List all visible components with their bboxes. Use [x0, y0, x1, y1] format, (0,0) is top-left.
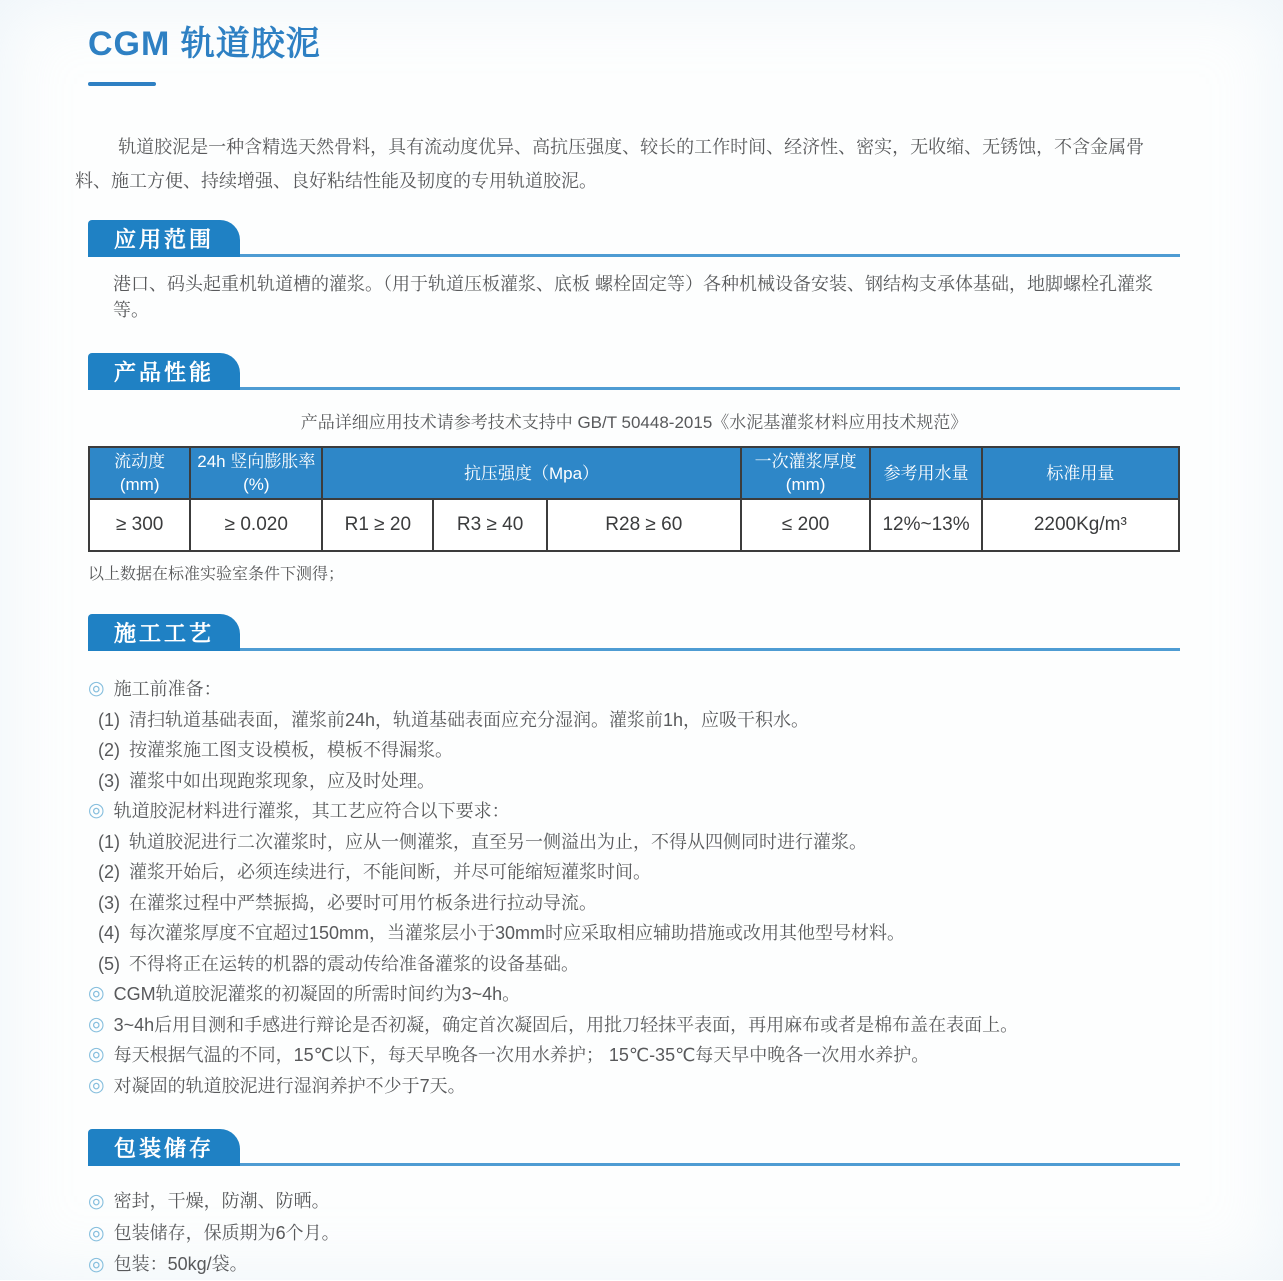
- title-underline: [88, 82, 156, 86]
- process-item: [88, 918, 1180, 949]
- double-circle-bullet-icon: ◎: [88, 1074, 105, 1096]
- process-item: [88, 796, 1180, 827]
- packaging-item: [88, 1186, 1180, 1218]
- cell-dosage: 2200Kg/m³: [982, 499, 1179, 551]
- process-item-text: 轨道胶泥进行二次灌浆时，应从一侧灌浆，直至另一侧溢出为止，不得从四侧同时进行灌浆。: [129, 831, 867, 852]
- process-item: [88, 827, 1180, 858]
- process-item-text: 按灌浆施工图支设模板，模板不得漏浆。: [129, 740, 453, 760]
- process-item: [88, 1071, 1180, 1102]
- process-list: [88, 674, 1180, 1101]
- section-process: [88, 614, 1180, 1101]
- item-number: (3): [98, 892, 120, 913]
- section-packaging: [88, 1129, 1180, 1281]
- cell-r3: R3 ≥ 40: [433, 499, 546, 551]
- process-item: [88, 705, 1180, 736]
- header-line: 流动度: [114, 452, 166, 471]
- process-item-text: 对凝固的轨道胶泥进行湿润养护不少于7天。: [113, 1075, 466, 1096]
- application-body-text: 港口、码头起重机轨道槽的灌浆。（用于轨道压板灌浆、底板 螺栓固定等）各种机械设备安装、钢结构支承体基础，地脚螺栓孔灌浆等。: [113, 274, 1153, 320]
- section-tab-process: 施工工艺: [88, 614, 240, 651]
- cell-r28: R28 ≥ 60: [547, 499, 741, 551]
- packaging-item: [88, 1249, 1180, 1281]
- process-item-text: 轨道胶泥材料进行灌浆，其工艺应符合以下要求：: [113, 801, 510, 821]
- header-line: (mm): [785, 475, 826, 494]
- header-line: 24h 竖向膨胀率: [197, 452, 316, 471]
- item-number: (3): [98, 770, 120, 791]
- item-number: (4): [98, 923, 120, 943]
- double-circle-bullet-icon: ◎: [88, 1191, 105, 1212]
- packaging-item-text: 包装储存，保质期为6个月。: [113, 1222, 340, 1243]
- process-item-text: 施工前准备：: [113, 679, 222, 699]
- table-header-row: [89, 447, 1179, 499]
- double-circle-bullet-icon: ◎: [88, 800, 105, 821]
- section-tab-performance: 产品性能: [88, 353, 240, 390]
- process-item: [88, 857, 1180, 888]
- header-line: (%): [243, 475, 270, 494]
- packaging-item-text: 包装：50kg/袋。: [113, 1254, 248, 1274]
- item-number: (2): [98, 740, 120, 760]
- header-line: (mm): [119, 475, 160, 494]
- cell-fluidity: ≥ 300: [89, 499, 190, 551]
- process-item-text: CGM轨道胶泥灌浆的初凝固的所需时间约为3~4h。: [113, 984, 521, 1004]
- process-item: [88, 735, 1180, 766]
- process-item: [88, 888, 1180, 919]
- double-circle-bullet-icon: ◎: [88, 678, 105, 699]
- col-header-compressive-strength: 抗压强度（Mpa）: [322, 447, 741, 499]
- process-item-text: 每次灌浆厚度不宜超过150mm，当灌浆层小于30mm时应采取相应辅助措施或改用其他型号材料。: [129, 923, 906, 943]
- section-header-application: [88, 220, 1180, 257]
- cell-thickness: ≤ 200: [741, 499, 871, 551]
- process-item-text: 3~4h后用目测和手感进行辩论是否初凝，确定首次凝固后，用批刀轻抹平表面，再用麻布或者是棉布盖在表面上。: [113, 1014, 1019, 1035]
- header-line: 一次灌浆厚度: [754, 452, 857, 471]
- process-item: [88, 949, 1180, 980]
- item-number: (1): [98, 709, 120, 730]
- performance-table: [88, 446, 1180, 552]
- page-title: CGM 轨道胶泥: [88, 25, 321, 63]
- cell-expansion: ≥ 0.020: [190, 499, 322, 551]
- process-item-text: 不得将正在运转的机器的震动传给准备灌浆的设备基础。: [129, 953, 579, 974]
- process-item-text: 清扫轨道基础表面，灌浆前24h，轨道基础表面应充分湿润。灌浆前1h，应吸干积水。: [129, 709, 810, 730]
- cell-r1: R1 ≥ 20: [322, 499, 433, 551]
- double-circle-bullet-icon: ◎: [88, 1044, 105, 1065]
- cell-water: 12%~13%: [870, 499, 981, 551]
- item-number: (5): [98, 953, 120, 974]
- section-tab-packaging: 包装储存: [88, 1129, 240, 1166]
- section-header-packaging: [88, 1129, 1180, 1166]
- packaging-item-text: 密封，干燥，防潮、防晒。: [113, 1191, 330, 1211]
- process-item-text: 每天根据气温的不同，15℃以下，每天早晚各一次用水养护； 15℃-35℃每天早中晚各一次用水养护。: [113, 1045, 930, 1065]
- double-circle-bullet-icon: ◎: [88, 1254, 105, 1275]
- section-tab-application: 应用范围: [88, 220, 240, 257]
- process-item: [88, 1040, 1180, 1071]
- process-item: [88, 979, 1180, 1010]
- double-circle-bullet-icon: ◎: [88, 1013, 105, 1035]
- intro-paragraph: 轨道胶泥是一种含精选天然骨料，具有流动度优异、高抗压强度、较长的工作时间、经济性、密实，无收缩、无锈蚀，不含金属骨料、施工方便、持续增强、良好粘结性能及韧度的专用轨道胶泥。: [75, 137, 1145, 191]
- item-number: (1): [98, 831, 120, 852]
- packaging-item: [88, 1218, 1180, 1250]
- table-data-row: [89, 499, 1179, 551]
- col-header-standard-dosage: 标准用量: [982, 447, 1179, 499]
- packaging-list: [88, 1186, 1180, 1281]
- process-item: [88, 766, 1180, 797]
- process-item-text: 灌浆开始后，必须连续进行，不能间断，并尽可能缩短灌浆时间。: [129, 862, 651, 882]
- section-performance: [88, 353, 1180, 584]
- double-circle-bullet-icon: ◎: [88, 1222, 105, 1244]
- section-header-process: [88, 614, 1180, 651]
- process-item-text: 灌浆中如出现跑浆现象，应及时处理。: [129, 770, 435, 791]
- item-number: (2): [98, 862, 120, 882]
- performance-reference-note: 产品详细应用技术请参考技术支持中 GB/T 50448-2015《水泥基灌浆材料应用技术规范》: [300, 413, 968, 432]
- process-item: [88, 1010, 1180, 1041]
- col-header-expansion: [190, 447, 322, 499]
- col-header-water-amount: 参考用水量: [870, 447, 981, 499]
- section-application: [88, 220, 1180, 323]
- double-circle-bullet-icon: ◎: [88, 983, 105, 1004]
- section-header-performance: [88, 353, 1180, 390]
- col-header-grout-thickness: [741, 447, 871, 499]
- table-footnote: 以上数据在标准实验室条件下测得；: [88, 566, 345, 583]
- process-item-text: 在灌浆过程中严禁振捣，必要时可用竹板条进行拉动导流。: [129, 892, 597, 913]
- process-item: [88, 674, 1180, 705]
- col-header-fluidity: [89, 447, 190, 499]
